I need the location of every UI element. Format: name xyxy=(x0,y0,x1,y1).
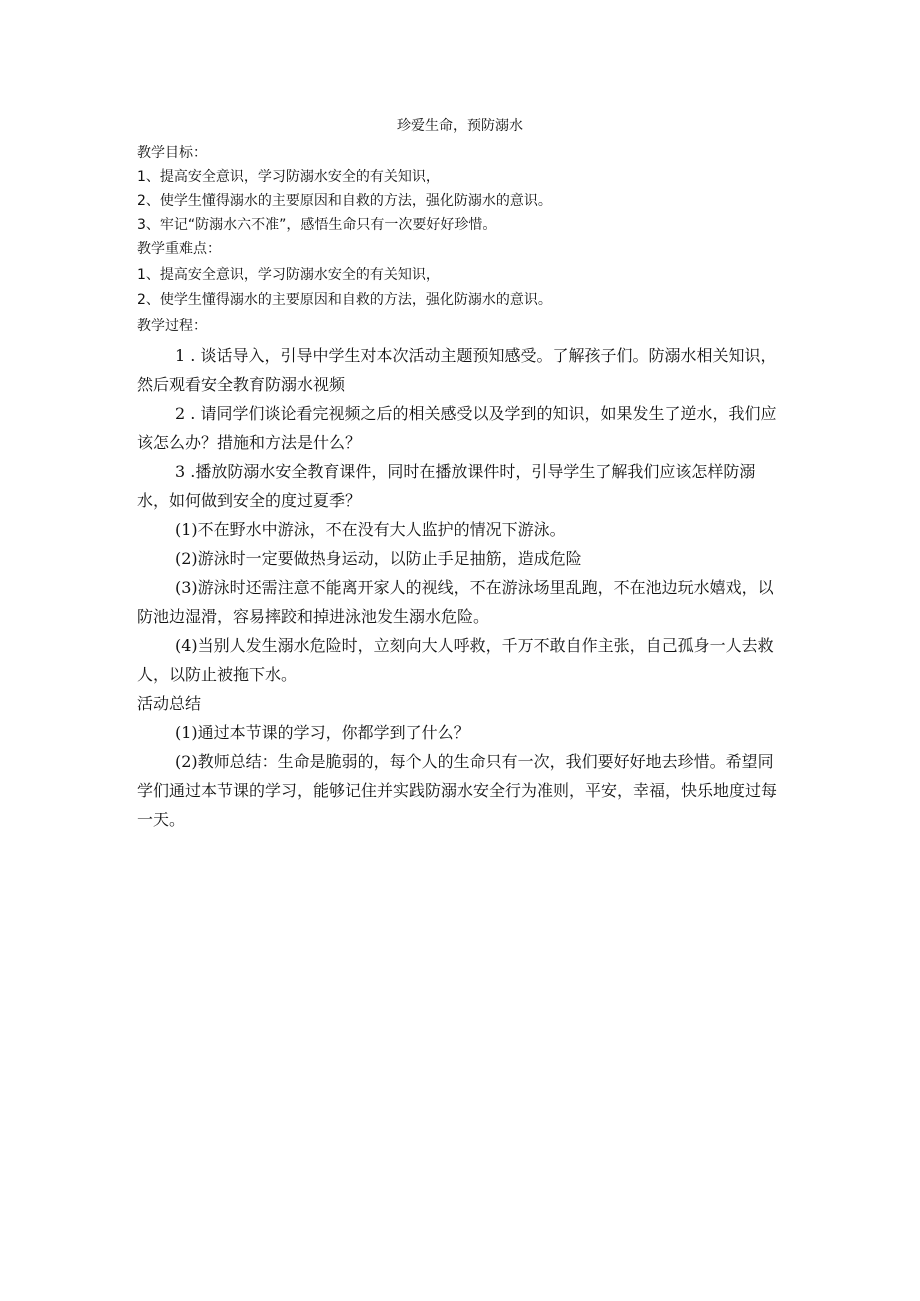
objective-item-3: 3、牢记“防溺水六不准”，感悟生命只有一次要好好珍惜。 xyxy=(137,217,497,233)
summary-heading: 活动总结 xyxy=(137,694,202,713)
key-point-item-2: 2、使学生懂得溺水的主要原因和自救的方法，强化防溺水的意识。 xyxy=(137,292,552,308)
objectives-heading: 教学目标： xyxy=(137,145,207,161)
safety-rule-4: (4)当别人发生溺水危险时，立刻向大人呼救，千万不敢自作主张，自己孤身一人去救人，以防止被拖下水。 xyxy=(137,636,774,684)
process-step-1: 1 . 谈话导入，引导中学生对本次活动主题预知感受。了解孩子们。防溺水相关知识，然后观看安全教育防溺水视频 xyxy=(137,346,777,394)
summary-item-2: (2)教师总结：生命是脆弱的，每个人的生命只有一次，我们要好好地去珍惜。希望同学们通过本节课的学习，能够记住并实践防溺水安全行为准则，平安，幸福，快乐地度过每一天。 xyxy=(137,752,778,829)
objective-item-1: 1、提高安全意识，学习防溺水安全的有关知识， xyxy=(137,169,440,185)
key-points-heading: 教学重难点： xyxy=(137,241,221,257)
safety-rule-1: (1)不在野水中游泳，不在没有大人监护的情况下游泳。 xyxy=(175,520,566,539)
document-title: 珍爱生命，预防溺水 xyxy=(397,118,523,134)
process-step-3: 3 .播放防溺水安全教育课件，同时在播放课件时，引导学生了解我们应该怎样防溺水，如何做到安全的度过夏季？ xyxy=(137,462,756,510)
safety-rule-3: (3)游泳时还需注意不能离开家人的视线，不在游泳场里乱跑，不在池边玩水嬉戏，以防池边湿滑，容易摔跤和掉进泳池发生溺水危险。 xyxy=(137,578,774,626)
process-step-2: 2 . 请同学们谈论看完视频之后的相关感受以及学到的知识，如果发生了逆水，我们应该怎么办？措施和方法是什么？ xyxy=(137,404,777,452)
safety-rule-2: (2)游泳时一定要做热身运动，以防止手足抽筋，造成危险 xyxy=(175,549,582,568)
process-heading: 教学过程： xyxy=(137,318,207,334)
objective-item-2: 2、使学生懂得溺水的主要原因和自救的方法，强化防溺水的意识。 xyxy=(137,193,552,209)
summary-item-1: (1)通过本节课的学习，你都学到了什么？ xyxy=(175,723,470,742)
key-point-item-1: 1、提高安全意识，学习防溺水安全的有关知识， xyxy=(137,267,440,283)
